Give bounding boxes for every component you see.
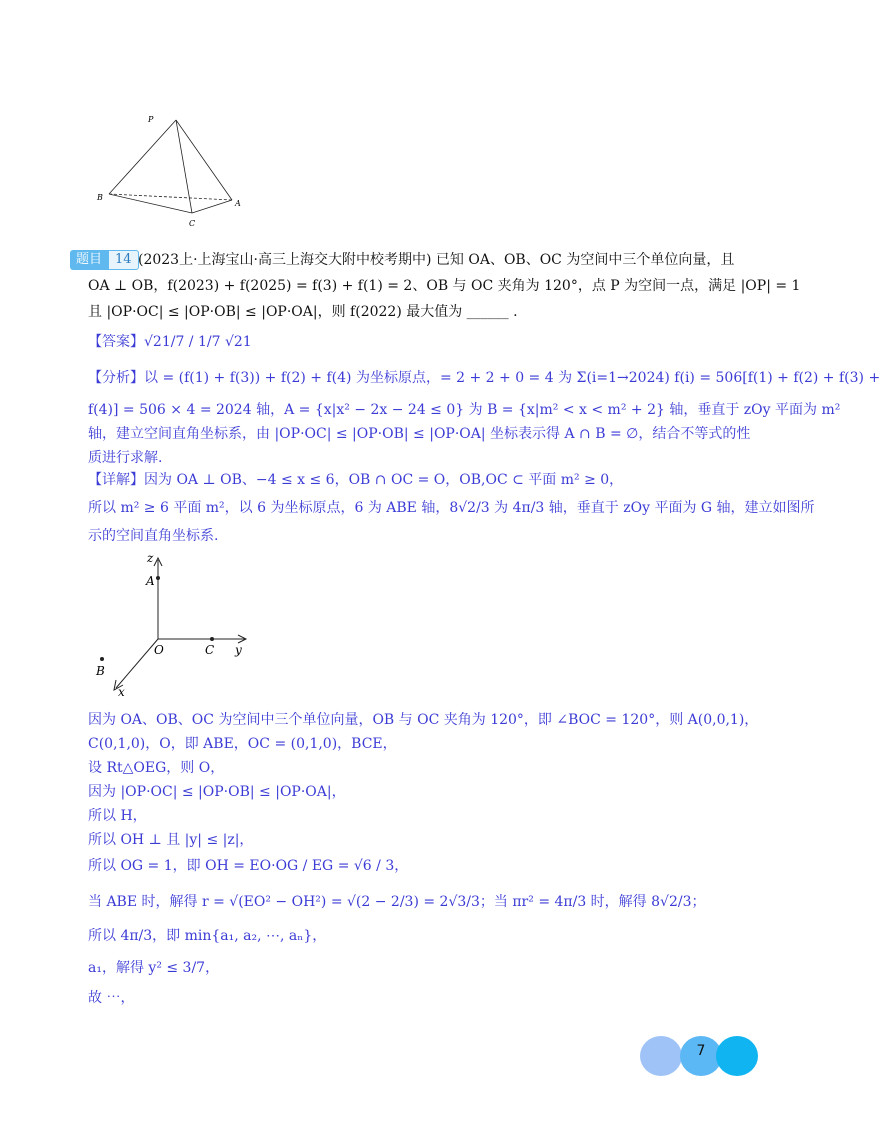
- label-b2: B: [96, 664, 105, 678]
- edge-ca: [192, 200, 232, 213]
- badge-label: 题目: [70, 250, 108, 270]
- label-y: y: [235, 643, 242, 657]
- label-c: C: [189, 219, 196, 228]
- coordinate-axes-figure: [88, 548, 258, 700]
- solution-line-3: 设 Rt△OEG，则 O，: [88, 760, 225, 776]
- solution-line-7: 所以 OG = 1，即 OH = EO·OG / EG = √6 / 3，: [88, 858, 409, 874]
- solution-line-10: a₁，解得 y² ≤ 3/7，: [88, 960, 220, 976]
- page-number: 7: [696, 1043, 706, 1059]
- label-a: A: [235, 199, 241, 208]
- answer-row: [88, 332, 252, 352]
- solution-line-2: C(0,1,0)，O，即 ABE，OC = (0,1,0)，BCE，: [88, 736, 397, 752]
- analysis-line-2: f(4)] = 506 × 4 = 2024 轴，A = {x|x² − 2x − 24 ≤ 0} 为 B = {x|m² < x < m² + 2} 轴，垂直于 zOy 平面为 m²: [88, 402, 841, 418]
- label-z: z: [147, 551, 154, 565]
- detail-line-2: 所以 m² ≥ 6 平面 m²，以 6 为坐标原点，6 为 ABE 轴，8√2/3 为 4π/3 轴，垂直于 zOy 平面为 G 轴，建立如图所: [88, 500, 815, 516]
- analysis-line-3: 轴，建立空间直角坐标系，由 |OP·OC| ≤ |OP·OB| ≤ |OP·OA| 坐标表示得 A ∩ B = ∅，结合不等式的性: [88, 426, 751, 442]
- point-a: [156, 576, 160, 580]
- problem-line-3: 且 |OP·OC| ≤ |OP·OB| ≤ |OP·OA|，则 f(2022) 最大值为 ______ .: [88, 304, 518, 320]
- point-c: [210, 637, 214, 641]
- detail-text-1: 因为 OA ⊥ OB、−4 ≤ x ≤ 6，OB ∩ OC = O，OB,OC ⊂ 平面 m² ≥ 0，: [144, 472, 624, 488]
- x-axis: [116, 639, 158, 688]
- edge-pa: [176, 120, 232, 200]
- edge-ba-hidden: [109, 194, 232, 200]
- solution-line-6: 所以 OH ⊥ 且 |y| ≤ |z|，: [88, 832, 254, 848]
- tetrahedron-figure: [95, 112, 255, 232]
- answer-label: 【答案】: [88, 334, 144, 350]
- label-c2: C: [205, 643, 215, 657]
- answer-text: √21/7 / 1/7 √21: [144, 334, 252, 350]
- problem-line-1: (2023上·上海宝山·高三上海交大附中校考期中) 已知 OA、OB、OC 为空间中三个单位向量，且: [138, 252, 735, 268]
- footer-circle-right: [716, 1036, 758, 1076]
- problem-number: 14: [108, 250, 139, 270]
- analysis-line-1: [88, 368, 880, 388]
- analysis-text-1: 以 = (f(1) + f(3)) + f(2) + f(4) 为坐标原点，= 2 + 2 + 0 = 4 为 Σ(i=1→2024) f(i) = 506[f(1) + f(2) + f(3) +: [144, 370, 880, 386]
- label-x: x: [118, 685, 125, 699]
- label-o: O: [154, 643, 164, 657]
- solution-line-5: 所以 H，: [88, 808, 147, 824]
- point-b: [100, 657, 104, 661]
- solution-line-1: 因为 OA、OB、OC 为空间中三个单位向量，OB 与 OC 夹角为 120°，即 ∠BOC = 120°，则 A(0,0,1)，: [88, 712, 759, 728]
- problem-line-2: OA ⊥ OB，f(2023) + f(2025) = f(3) + f(1) = 2、OB 与 OC 夹角为 120°，点 P 为空间一点，满足 |OP| = 1: [88, 278, 801, 294]
- analysis-label: 【分析】: [88, 370, 144, 386]
- solution-line-11: 故 ⋯，: [88, 990, 135, 1006]
- solution-line-8: 当 ABE 时，解得 r = √(EO² − OH²) = √(2 − 2/3) = 2√3/3；当 πr² = 4π/3 时，解得 8√2/3；: [88, 894, 706, 910]
- footer-circle-left: [640, 1036, 682, 1076]
- problem-badge: [70, 250, 139, 270]
- solution-line-9: 所以 4π/3，即 min{a₁, a₂, ⋯, aₙ}，: [88, 928, 327, 944]
- detail-label: 【详解】: [88, 472, 144, 488]
- edge-pc: [176, 120, 192, 213]
- detail-line-3: 示的空间直角坐标系.: [88, 528, 219, 544]
- edge-pb: [109, 120, 176, 194]
- solution-line-4: 因为 |OP·OC| ≤ |OP·OB| ≤ |OP·OA|，: [88, 784, 346, 800]
- edge-bc: [109, 194, 192, 213]
- detail-line-1: [88, 470, 623, 490]
- label-b: B: [97, 193, 103, 202]
- label-p: P: [148, 115, 154, 124]
- label-a2: A: [146, 574, 155, 588]
- analysis-line-4: 质进行求解.: [88, 450, 163, 466]
